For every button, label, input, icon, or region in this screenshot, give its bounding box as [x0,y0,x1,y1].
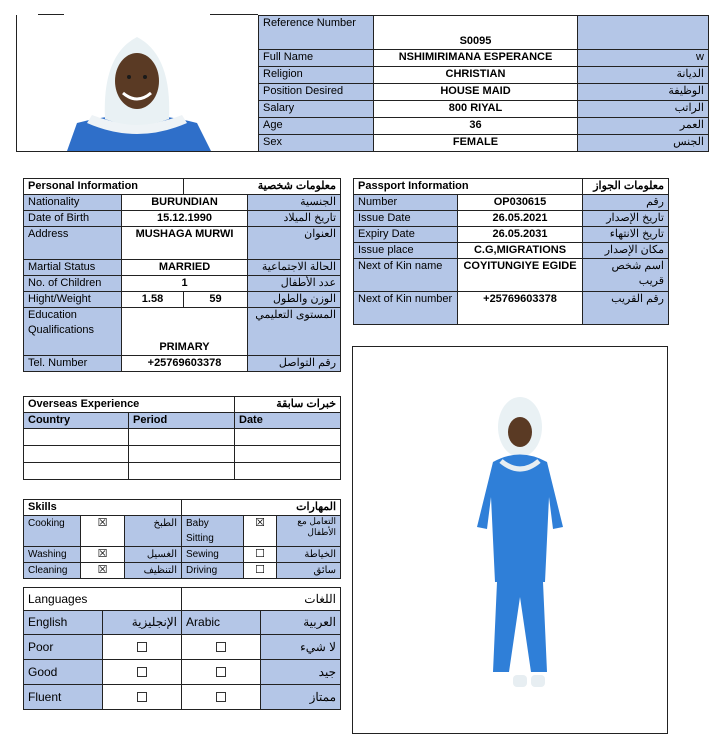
english-poor-checkbox[interactable] [103,635,182,660]
col-period: Period [129,413,235,429]
english-label: English [24,611,103,635]
english-arabic: الإنجليزية [103,611,182,635]
salary-label: Salary [259,101,374,118]
overseas-cell [24,429,129,446]
personal-title-arabic: معلومات شخصية [184,179,341,195]
age-label: Age [259,118,374,135]
skill-label: Washing [24,547,81,563]
skill-checkbox[interactable]: ☒ [81,516,125,547]
religion-value: CHRISTIAN [374,67,578,84]
issue-date-label: Issue Date [354,211,458,227]
reference-arabic [578,16,709,50]
languages-title-arabic: اللغات [182,588,341,611]
nationality-label: Nationality [24,195,122,211]
checkbox-icon [137,667,147,677]
skills-title-arabic: المهارات [182,500,341,516]
expiry-date-arabic: تاريخ الانتهاء [583,227,669,243]
level-label: Poor [24,635,103,660]
col-country: Country [24,413,129,429]
issue-place-value: C.G,MIGRATIONS [458,243,583,259]
english-good-checkbox[interactable] [103,660,182,685]
arabic-label: Arabic [182,611,261,635]
level-arabic: ممتاز [261,685,341,710]
skill-checkbox[interactable]: ☐ [244,563,277,579]
kin-value: COYITUNGIYE EGIDE [458,259,583,292]
expiry-date-label: Expiry Date [354,227,458,243]
position-value: HOUSE MAID [374,84,578,101]
skill-checkbox[interactable]: ☒ [81,563,125,579]
age-arabic: العمر [578,118,709,135]
height-value: 1.58 [122,292,184,308]
full-name-arabic: w [578,50,709,67]
overseas-cell [235,429,341,446]
issue-date-value: 26.05.2021 [458,211,583,227]
skill-arabic: التعامل مع الأطفال [277,516,341,547]
passport-number-label: Number [354,195,458,211]
headshot-photo [16,15,258,152]
skill-arabic: الخياطة [277,547,341,563]
overseas-cell [235,446,341,463]
full-name-value: NSHIMIRIMANA ESPERANCE [374,50,578,67]
salary-value: 800 RIYAL [374,101,578,118]
overseas-cell [24,463,129,480]
arabic-arabic: العربية [261,611,341,635]
marital-label: Martial Status [24,260,122,276]
issue-date-arabic: تاريخ الإصدار [583,211,669,227]
passport-title: Passport Information [354,179,583,195]
edu-label: Education Qualifications [24,308,122,356]
skill-label: Cooking [24,516,81,547]
overseas-cell [235,463,341,480]
overseas-table [23,396,341,480]
overseas-cell [24,446,129,463]
issue-place-label: Issue place [354,243,458,259]
skill-label: Baby Sitting [182,516,244,547]
skill-checkbox[interactable]: ☐ [244,547,277,563]
position-arabic: الوظيفة [578,84,709,101]
nationality-value: BURUNDIAN [122,195,248,211]
passport-number-arabic: رقم [583,195,669,211]
hw-arabic: الوزن والطول [248,292,341,308]
nationality-arabic: الجنسية [248,195,341,211]
skill-checkbox[interactable]: ☒ [81,547,125,563]
skill-arabic: الطبخ [125,516,182,547]
languages-title: Languages [24,588,182,611]
hw-label: Hight/Weight [24,292,122,308]
arabic-poor-checkbox[interactable] [182,635,261,660]
checkbox-icon [137,692,147,702]
languages-table [23,587,341,710]
sex-label: Sex [259,135,374,152]
salary-arabic: الراتب [578,101,709,118]
checkbox-icon [216,642,226,652]
reference-label: Reference Number [259,16,374,50]
skill-checkbox[interactable]: ☒ [244,516,277,547]
header-table [258,15,709,152]
skill-label: Cleaning [24,563,81,579]
overseas-cell [129,429,235,446]
children-value: 1 [122,276,248,292]
dob-label: Date of Birth [24,211,122,227]
full-body-photo [352,346,668,734]
arabic-fluent-checkbox[interactable] [182,685,261,710]
kin-number-arabic: رقم القريب [583,292,669,325]
age-value: 36 [374,118,578,135]
children-arabic: عدد الأطفال [248,276,341,292]
tel-label: Tel. Number [24,356,122,372]
dob-arabic: تاريخ الميلاد [248,211,341,227]
kin-number-label: Next of Kin number [354,292,458,325]
personal-title: Personal Information [24,179,184,195]
passport-number-value: OP030615 [458,195,583,211]
skill-arabic: التنظيف [125,563,182,579]
overseas-title-arabic: خبرات سابقة [235,397,341,413]
address-value: MUSHAGA MURWI [122,227,248,260]
skills-table [23,499,341,579]
weight-value: 59 [184,292,248,308]
address-label: Address [24,227,122,260]
passport-info-table [353,178,669,325]
overseas-cell [129,446,235,463]
marital-arabic: الحالة الاجتماعية [248,260,341,276]
level-arabic: لا شيء [261,635,341,660]
checkbox-icon [137,642,147,652]
children-label: No. of Children [24,276,122,292]
edu-arabic: المستوى التعليمي [248,308,341,356]
marital-value: MARRIED [122,260,248,276]
checkbox-icon [216,667,226,677]
level-label: Fluent [24,685,103,710]
sex-arabic: الجنس [578,135,709,152]
expiry-date-value: 26.05.2031 [458,227,583,243]
overseas-cell [129,463,235,480]
skill-label: Sewing [182,547,244,563]
reference-value: S0095 [374,16,578,50]
full-name-label: Full Name [259,50,374,67]
level-label: Good [24,660,103,685]
arabic-good-checkbox[interactable] [182,660,261,685]
level-arabic: جيد [261,660,341,685]
passport-title-arabic: معلومات الجواز [583,179,669,195]
skill-arabic: سائق [277,563,341,579]
col-date: Date [235,413,341,429]
address-arabic: العنوان [248,227,341,260]
overseas-title: Overseas Experience [24,397,235,413]
dob-value: 15.12.1990 [122,211,248,227]
skill-label: Driving [182,563,244,579]
skill-arabic: الغسيل [125,547,182,563]
religion-arabic: الديانة [578,67,709,84]
kin-number-value: +25769603378 [458,292,583,325]
position-label: Position Desired [259,84,374,101]
kin-arabic: اسم شخص قريب [583,259,669,292]
tel-arabic: رقم التواصل [248,356,341,372]
skills-title: Skills [24,500,182,516]
issue-place-arabic: مكان الإصدار [583,243,669,259]
kin-label: Next of Kin name [354,259,458,292]
sex-value: FEMALE [374,135,578,152]
religion-label: Religion [259,67,374,84]
personal-info-table [23,178,341,372]
checkbox-icon [216,692,226,702]
tel-value: +25769603378 [122,356,248,372]
edu-value: PRIMARY [122,308,248,356]
english-fluent-checkbox[interactable] [103,685,182,710]
